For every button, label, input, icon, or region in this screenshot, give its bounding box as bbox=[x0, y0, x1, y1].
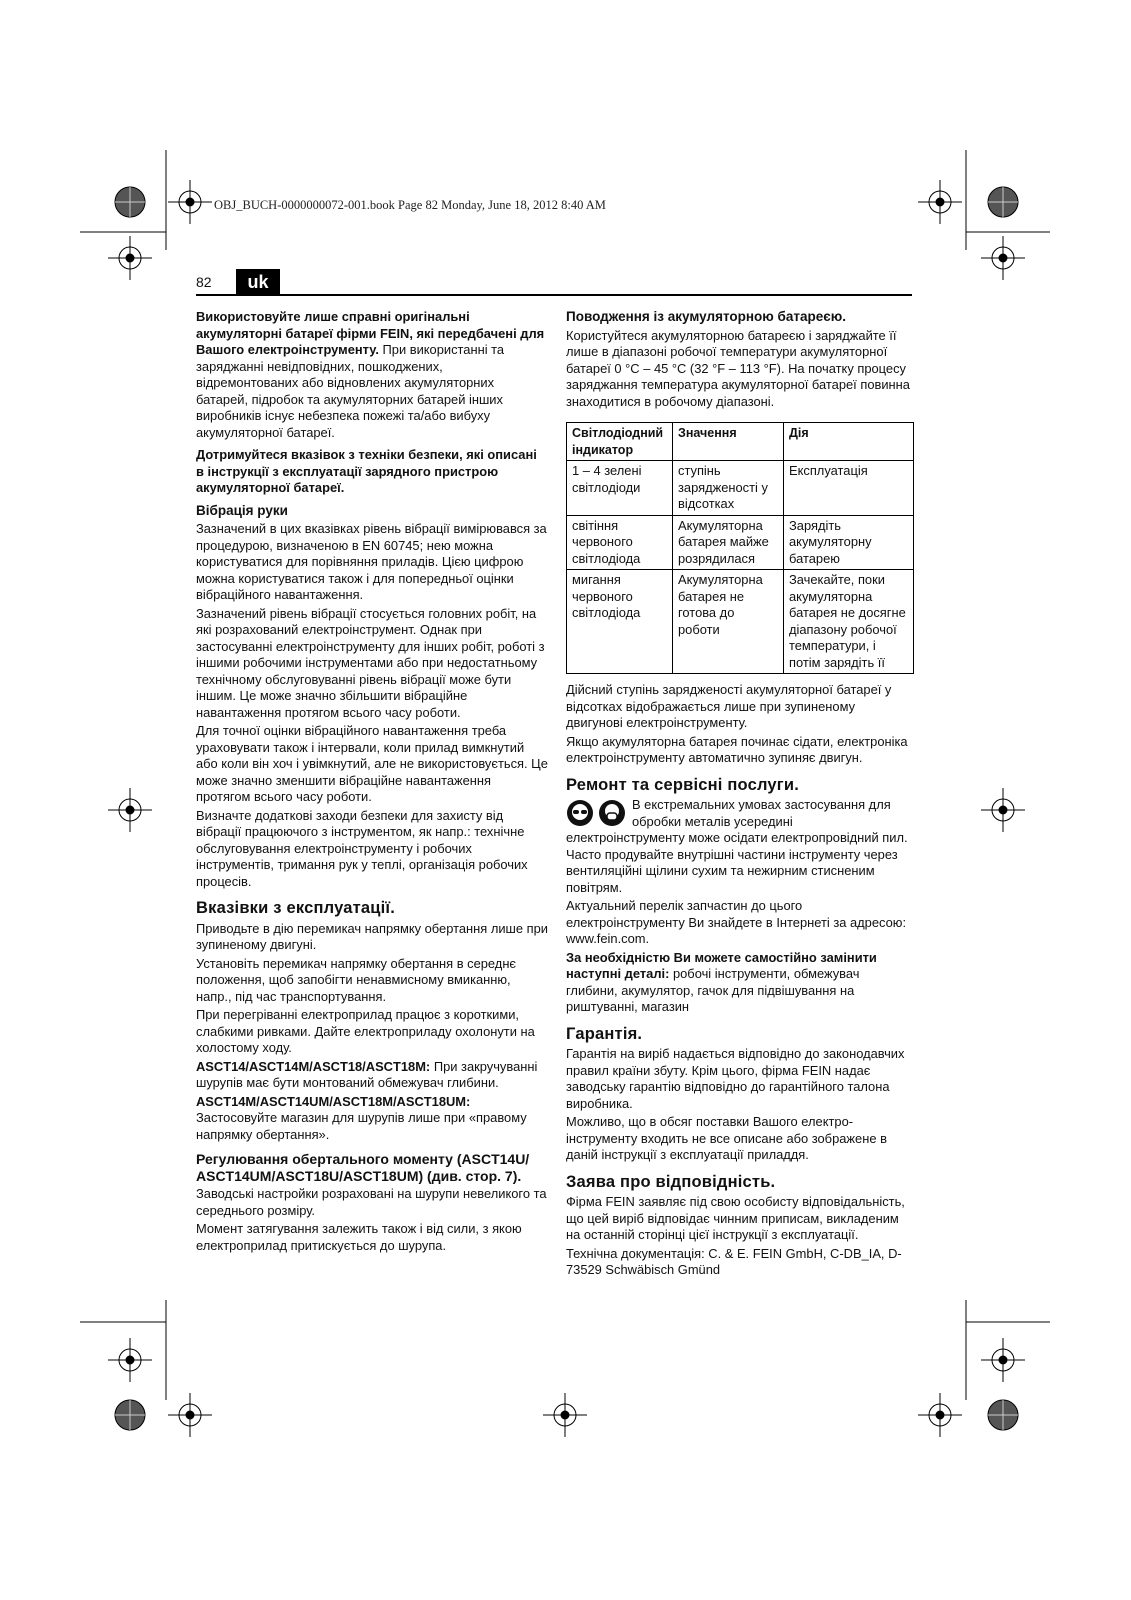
operation-paragraph-4 bbox=[196, 1059, 548, 1092]
warranty-heading: Гарантія. bbox=[566, 1024, 643, 1043]
table-row bbox=[567, 515, 914, 570]
eye-protection-icon bbox=[566, 799, 594, 827]
operation-heading: Вказівки з експлуатації. bbox=[196, 899, 396, 917]
battery-warning-paragraph bbox=[196, 309, 548, 441]
safety-icons bbox=[566, 799, 626, 827]
page-number: 82 bbox=[196, 274, 212, 290]
battery-warning-text: При використанні та заряджанні невідповідних, пошкоджених, відремонтованих або відновлених акумуляторних батарей, підробок та акумуляторних батарей інших виробників існує небезпека пожежі та/або вибуху акумуляторної батареї. bbox=[196, 342, 505, 440]
table-row bbox=[567, 461, 914, 516]
language-badge: uk bbox=[236, 269, 280, 295]
repair-paragraph-3 bbox=[566, 950, 914, 1016]
table-row bbox=[567, 570, 914, 674]
table-cell: Експлуатація bbox=[784, 461, 914, 516]
battery-warning-bold: Використовуйте лише справні оригінальні акумуляторні батареї фірми FEIN, які передбачені для Вашого електроінструменту. bbox=[196, 309, 545, 357]
vibration-paragraph-1: Зазначений в цих вказівках рівень вібрації вимірювався за процедурою, визначеною в EN 60745; нею можна користуватися для порівняння приладів. Цією цифрою можна користуватися також і для попередньої оцінки вібраційного навантаження. bbox=[196, 521, 547, 602]
battery-handling-paragraph-2: Дійсний ступінь зарядженості акумуляторної батареї у відсотках відображається лише при зупиненому двигунові електроінструменту. bbox=[566, 682, 892, 730]
magazine-text: Застосовуйте магазин для шурупів лише при «правому напрямку обертання». bbox=[196, 1110, 527, 1142]
table-header-row bbox=[567, 423, 914, 461]
conformity-heading: Заява про відповідність. bbox=[566, 1172, 776, 1191]
model-list-depth-stop: ASCT14/ASCT14M/ASCT18/ASCT18M: bbox=[196, 1058, 431, 1074]
header-rule bbox=[196, 294, 912, 296]
table-cell: Акумуляторна батарея майже розрядилася bbox=[673, 515, 784, 570]
repair-service-heading: Ремонт та сервісні послуги. bbox=[566, 775, 800, 794]
battery-handling-heading: Поводження із акумуляторною батареєю. bbox=[566, 309, 847, 324]
repair-paragraph-2: Актуальний перелік запчастин до цього електроінструменту Ви знайдете в Інтернеті за адресою: www.fein.com. bbox=[566, 898, 907, 946]
table-cell: Акумуляторна батарея не готова до роботи bbox=[673, 570, 784, 674]
torque-heading: Регулювання обертального моменту (ASCT14U/ ASCT14UM/ASCT18U/ASCT18UM) (див. стор. 7). bbox=[196, 1151, 530, 1184]
vibration-paragraph-3: Для точної оцінки вібраційного навантаження треба ураховувати також і інтервали, коли прилад вимкнутий або коли він хоч і увімкнутий, але не використовується. Це може значно зменшити вібраційне навантаження протягом всього часу роботи. bbox=[196, 723, 548, 804]
operation-paragraph-3: При перегріванні електроприлад працює з короткими, слабкими ривками. Дайте електроприладу охолонути на холостому ходу. bbox=[196, 1007, 535, 1055]
table-header-cell: Світлодіодний індикатор bbox=[567, 423, 673, 461]
model-list-magazine: ASCT14M/ASCT14UM/ASCT18M/ASCT18UM: bbox=[196, 1093, 471, 1109]
table-cell: світіння червоного світлодіода bbox=[567, 515, 673, 570]
right-column bbox=[566, 309, 914, 1281]
table-header-cell: Значення bbox=[673, 423, 784, 461]
replaceable-parts-bold: За необхідністю Ви можете самостійно замінити наступні деталі: bbox=[566, 949, 877, 981]
repair-paragraph-1: В екстремальних умовах застосування для обробки металів усередині електроінструменту може осідати електропровідний пил. Часто продувайте внутрішні частини інструменту через вентиляційні щілини сухим та нежирним стисненим повітрям. bbox=[566, 797, 908, 895]
vibration-paragraph-2: Зазначений рівень вібрації стосується головних робіт, на які розрахований електроінструмент. Однак при застосуванні електроінструменту для інших робіт, роботі з іншими робочими інструментами або при недостатньому технічному обслуговуванні рівень вібрації може бути іншим. Це може значно збільшити вібраційне навантаження протягом всього часу роботи. bbox=[196, 605, 545, 720]
torque-paragraph-2: Момент затягування залежить також і від сили, з якою електроприлад притискується до шурупа. bbox=[196, 1221, 522, 1253]
left-column bbox=[196, 309, 548, 1256]
warranty-paragraph-2: Можливо, що в обсяг поставки Вашого електро-інструменту входить не все описане або зображене в даній інструкції з експлуатації приладдя. bbox=[566, 1114, 887, 1162]
table-cell: ступінь зарядженості у відсотках bbox=[673, 461, 784, 516]
table-cell: Зарядіть акумуляторну батарею bbox=[784, 515, 914, 570]
depth-stop-text: При закручуванні шурупів має бути монтований обмежувач глибини. bbox=[196, 1058, 538, 1090]
operation-paragraph-2: Установіть перемикач напрямку обертання в середнє положення, щоб запобігти ненавмисному вмиканню, напр., під час транспортування. bbox=[196, 955, 517, 1004]
operation-paragraph-1: Приводьте в дію перемикач напрямку обертання лише при зупиненому двигуні. bbox=[196, 920, 548, 952]
dust-mask-icon bbox=[598, 799, 626, 827]
table-header-cell: Дія bbox=[784, 423, 914, 461]
charger-instructions-warning: Дотримуйтеся вказівок з техніки безпеки, які описані в інструкції з експлуатації зарядного пристрою акумуляторної батареї. bbox=[196, 447, 537, 495]
table-cell: 1 – 4 зелені світлодіоди bbox=[567, 461, 673, 516]
battery-handling-paragraph-3: Якщо акумуляторна батарея починає сідати, електроніка електроінструменту автоматично зупиняє двигун. bbox=[566, 733, 908, 765]
battery-handling-paragraph-1: Користуйтеся акумуляторною батареєю і заряджайте її лише в діапазоні робочої температури акумуляторної батареї 0 °C – 45 °C (32 °F – 113 °F). На початку процесу заряджання температура акумуляторної батареї повинна знаходитися в робочому діапазоні. bbox=[566, 327, 910, 409]
led-indicator-table bbox=[566, 422, 914, 674]
torque-paragraph-1: Заводські настройки розраховані на шурупи невеликого та середнього розміру. bbox=[196, 1186, 547, 1218]
conformity-paragraph-2: Технічна документація: C. & E. FEIN GmbH, C-DB_IA, D-73529 Schwäbisch Gmünd bbox=[566, 1245, 902, 1277]
warranty-paragraph-1: Гарантія на виріб надається відповідно до законодавчих правил країни збуту. Крім цього, фірма FEIN надає заводську гарантію відповідно до гарантійного талона виробника. bbox=[566, 1046, 905, 1111]
vibration-paragraph-4: Визначте додаткові заходи безпеки для захисту від вібрації працюючого з інструментом, як напр.: технічне обслуговування електроінструменту і робочих інструментів, тримання рук у теплі, організація робочих процесів. bbox=[196, 807, 528, 889]
table-cell: Зачекайте, поки акумуляторна батарея не досягне діапазону робочої температури, і потім зарядіть її bbox=[784, 570, 914, 674]
replaceable-parts-text: робочі інструменти, обмежувач глибини, акумулятор, гачок для підвішування на риштуванні, магазин bbox=[566, 966, 860, 1014]
conformity-paragraph-1: Фірма FEIN заявляє під свою особисту відповідальність, що цей виріб відповідає чинним приписам, викладеним на останній сторінці цієї інструкції з експлуатації. bbox=[566, 1194, 905, 1242]
vibration-heading: Вібрація руки bbox=[196, 502, 288, 518]
book-header-line: OBJ_BUCH-0000000072-001.book Page 82 Monday, June 18, 2012 8:40 AM bbox=[214, 198, 606, 212]
table-cell: мигання червоного світлодіода bbox=[567, 570, 673, 674]
